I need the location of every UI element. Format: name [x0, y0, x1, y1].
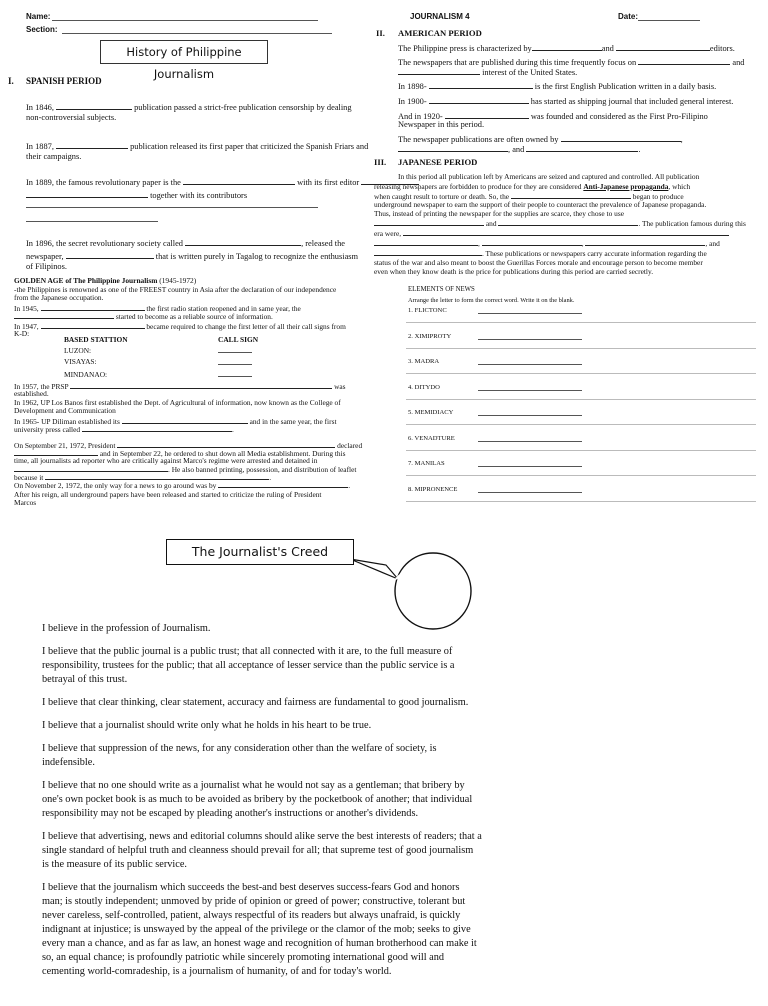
creed-paragraph: I believe that a journalist should write only what he holds in his heart to be true.	[42, 720, 372, 731]
jp-blank-3[interactable]	[498, 218, 638, 226]
q3-blank-3[interactable]	[26, 189, 148, 198]
elements-instruction: Arrange the letter to form the correct word. Write it on the blank.	[408, 297, 575, 304]
element-answer-blank[interactable]	[478, 492, 582, 493]
aq5-lead: And in 1920-	[398, 112, 443, 121]
aq1-lead: The Philippine press is characterized by	[398, 44, 532, 53]
element-row-divider	[406, 373, 756, 374]
jp-line-4: underground newspaper to earn the support of their people to counteract the prevalence of Japanese propaganda.	[374, 200, 707, 209]
element-item-label: 5. MEMIDIACY	[408, 409, 454, 416]
golden-blank-11[interactable]	[218, 480, 348, 488]
spanish-q4-line1	[26, 237, 345, 249]
element-row-divider	[406, 424, 756, 425]
spanish-q3-line2	[26, 189, 247, 201]
american-q5-line2: Newspaper in this period.	[398, 120, 485, 129]
element-row-divider	[406, 399, 756, 400]
subject-label: JOURNALISM 4	[410, 12, 470, 21]
element-answer-blank[interactable]	[478, 339, 582, 340]
golden-blank-1[interactable]	[41, 303, 145, 311]
jp-line-6: and . The publication famous during this	[374, 218, 746, 228]
golden-g5: In 1947, became required to change the first letter of all their call signs from	[14, 322, 346, 331]
aq4-lead: In 1900-	[398, 97, 427, 106]
q3-blank-1[interactable]	[183, 176, 295, 185]
creed-paragraph: I believe that advertising, news and editorial columns should alike serve the best interests of readers; that a single standard of helpful truth and cleanness should prevail for all; that supreme test of good journalism is the measure of its public service.	[42, 831, 482, 870]
aq3-blank[interactable]	[429, 80, 533, 89]
golden-g11: In 1965- UP Diliman established its and in the same year, the first	[14, 417, 337, 426]
aq3-lead: In 1898-	[398, 82, 427, 91]
q4-newspaper: newspaper,	[26, 252, 64, 261]
golden-g4: started to become as a reliable source of information.	[14, 311, 273, 321]
section-label: Section:	[26, 25, 58, 34]
q3-blank-5[interactable]	[26, 221, 158, 222]
golden-blank-2[interactable]	[14, 311, 114, 319]
aq4-text: has started as shipping journal that included general interest.	[530, 97, 734, 106]
aq3-text: is the first English Publication written in a daily basis.	[534, 82, 717, 91]
aq4-blank[interactable]	[429, 95, 529, 104]
q1-lead: In 1846,	[26, 103, 54, 112]
station-visayas: VISAYAS:	[64, 357, 97, 366]
golden-g13: On September 21, 1972, President declared	[14, 441, 363, 450]
creed-paragraph: I believe that the journalism which succeeds the best-and best deserves success-fears God and honors man; is stoutly independent; unmoved by pride of opinion or greed of power; constructive, tolerant but never careless, self-controlled, patient, always respectful of its readers but always unafraid, is quickly indignant at injustice; is unswayed by the appeal of the privilege or the clamor of the mob; seeks to give every man a chance, and as far as law, an honest wage and recognition of human brotherhood can make it so, an equal chance; is profoundly patriotic while sincerely promoting international good will and cementing world-comradeship, is a journalism of humanity, of and for today's world.	[42, 882, 477, 977]
jp-blank-2[interactable]	[374, 218, 484, 226]
creed-title: The Journalist's Creed	[166, 539, 354, 565]
jp-blank-6[interactable]	[482, 238, 582, 246]
aq2-blank-2[interactable]	[398, 66, 480, 75]
section-field[interactable]	[62, 33, 332, 34]
anti-japanese-propaganda: Anti-Japanese propaganda	[583, 182, 669, 191]
callsign-visayas[interactable]	[218, 364, 252, 365]
golden-heading: GOLDEN AGE of The Philippine Journalism	[14, 276, 158, 285]
jp-line-7: era were,	[374, 228, 729, 238]
jp-blank-8[interactable]	[374, 248, 482, 256]
jp-line-2: releasing newspapers are forbidden to produce for they are considered Anti-Japanese propaganda, which	[374, 182, 691, 191]
golden-blank-4[interactable]	[70, 381, 332, 389]
element-item-label: 1. FLICTONC	[408, 307, 447, 314]
jp-line-1: In this period all publication left by Americans are seized and captured and controlled. All publication	[398, 172, 700, 181]
q4-lead: In 1896, the secret revolutionary society called	[26, 239, 183, 248]
jp-line-5: Thus, instead of printing the newspaper for the supplies are scarce, they chose to use	[374, 209, 624, 218]
q4-blank-2[interactable]	[66, 250, 154, 259]
jp-blank-5[interactable]	[374, 238, 478, 246]
creed-body	[42, 622, 482, 988]
element-item-label: 3. MADRA	[408, 358, 440, 365]
q4-text: , released the	[301, 239, 346, 248]
golden-blank-8[interactable]	[14, 448, 98, 456]
spanish-q2-line1	[26, 140, 368, 152]
aq6-lead: The newspaper publications are often owned by	[398, 135, 559, 144]
american-q2-line2	[398, 66, 577, 78]
creed-paragraph: I believe in the profession of Journalism.	[42, 623, 211, 634]
col-based-station: BASED STATTION	[64, 335, 128, 344]
jp-blank-7[interactable]	[585, 238, 705, 246]
golden-g19: After his reign, all underground papers have been released and started to criticize the ruling of President	[14, 490, 322, 499]
jp-blank-4[interactable]	[403, 228, 729, 236]
aq2-blank-1[interactable]	[638, 56, 730, 65]
name-field[interactable]	[52, 20, 318, 21]
aq2-lead: The newspapers that are published during this time frequently focus on	[398, 58, 637, 67]
spanish-q4-line3: of Filipinos.	[26, 262, 67, 271]
golden-years: (1945-1972)	[159, 276, 197, 285]
golden-g9: In 1962, UP Los Banos first established the Dept. of Agricultural of information, now known as the College of	[14, 398, 341, 407]
golden-blank-9[interactable]	[14, 464, 168, 472]
q2-lead: In 1887,	[26, 142, 54, 151]
element-row-divider	[406, 501, 756, 502]
spanish-q3-line1	[26, 176, 419, 188]
q4-blank-1[interactable]	[185, 237, 301, 246]
golden-blank-5[interactable]	[122, 416, 248, 424]
aq6-and: , and	[508, 145, 525, 154]
element-item-label: 6. VENADTURE	[408, 434, 455, 442]
american-q3	[398, 80, 716, 92]
element-answer-blank[interactable]	[478, 466, 582, 467]
col-call-sign: CALL SIGN	[218, 335, 259, 344]
aq6-blank-1[interactable]	[561, 133, 681, 142]
golden-g14: and in September 22, he ordered to shut down all Media establishment. During this	[14, 448, 346, 458]
elements-heading: ELEMENTS OF NEWS	[408, 286, 475, 293]
golden-g3: In 1945, the first radio station reopened and in same year, the	[14, 304, 301, 313]
date-label: Date:	[618, 12, 639, 21]
aq5-text: was founded and considered as the First Pro-Filipino	[530, 112, 708, 121]
jp-line-10: status of the war and also meant to boost the Guerillas Forces morale and encourage person to become member	[374, 258, 703, 267]
creed-paragraph: I believe that suppression of the news, for any consideration other than the welfare of society, is indefensible.	[42, 743, 437, 768]
creed-paragraph: I believe that no one should write as a journalist what he would not say as a gentleman; that bribery by one's own pocket book is as much to be avoided as bribery by the pocketbook of another; that individual responsibility may not be escaped by pleading another's instructions or another's dividends.	[42, 780, 473, 819]
q1-text: publication passed a strict-free publication censorship by dealing	[134, 103, 352, 112]
jp-blank-1[interactable]	[511, 191, 631, 199]
golden-g6: K-D:	[14, 329, 30, 338]
element-row-divider	[406, 322, 756, 323]
golden-blank-10[interactable]	[45, 472, 269, 480]
aq1-and: and	[601, 44, 614, 53]
golden-g17: because it .	[14, 473, 272, 482]
jp-line-8: , , , and	[374, 238, 720, 248]
element-row-divider	[406, 450, 756, 451]
american-q1	[398, 42, 735, 54]
golden-g12: university press called .	[14, 425, 234, 434]
element-item-label: 7. MANILAS	[408, 460, 445, 467]
q2-blank[interactable]	[56, 140, 128, 149]
q3-lead: In 1889, the famous revolutionary paper is the	[26, 178, 181, 187]
q3-text: with its first editor	[297, 178, 360, 187]
golden-g15: time, all journalists ad reporter who are critically against Marco's regime were arrested and detained in	[14, 456, 318, 465]
q4-text-2: that is written purely in Tagalog to recognize the enthusiasm	[155, 252, 359, 261]
golden-g10: Development and Communication	[14, 406, 116, 415]
creed-paragraph: I believe that clear thinking, clear statement, accuracy and fairness are fundamental to good journalism.	[42, 697, 469, 708]
spanish-q2-line2: their campaigns.	[26, 152, 82, 161]
date-field[interactable]	[638, 20, 700, 21]
golden-blank-6[interactable]	[82, 424, 232, 432]
creed-paragraph: I believe that the public journal is a public trust; that all connected with it are, to the full measure of responsibility, trustees for the public; that all acceptance of lesser service than the public service is a betrayal of this trust.	[42, 646, 455, 685]
japanese-heading-num: III.	[374, 157, 387, 167]
american-heading: AMERICAN PERIOD	[398, 28, 482, 38]
element-answer-blank[interactable]	[478, 313, 582, 314]
golden-g20: Marcos	[14, 498, 37, 507]
callsign-luzon[interactable]	[218, 352, 252, 353]
aq5-blank[interactable]	[445, 110, 529, 119]
page-title: History of Philippine Journalism	[100, 40, 268, 64]
aq2-and: and	[732, 58, 745, 67]
element-row-divider	[406, 475, 756, 476]
q2-text: publication released its first paper that criticized the Spanish Friars and	[130, 142, 369, 151]
golden-g8: established.	[14, 389, 49, 398]
element-item-label: 8. MIPRONENCE	[408, 485, 458, 493]
element-answer-blank[interactable]	[478, 390, 582, 391]
jp-line-3: when caught result to torture or death. So, the began to produce	[374, 192, 684, 201]
spanish-q4-line2	[26, 250, 358, 262]
golden-heading-line	[14, 276, 196, 285]
aq6-blank-3[interactable]	[526, 143, 638, 152]
japanese-heading: JAPANESE PERIOD	[398, 157, 478, 167]
station-luzon: LUZON:	[64, 346, 92, 355]
golden-blank-3[interactable]	[41, 321, 145, 329]
q1-blank[interactable]	[56, 101, 132, 110]
element-item-label: 4. DITYDO	[408, 383, 440, 391]
american-q4	[398, 95, 733, 107]
jp-line-9: . These publications or newspapers carry accurate information regarding the	[374, 248, 707, 258]
q3-contrib: together with its contributors	[150, 191, 248, 200]
callsign-mindanao[interactable]	[218, 376, 252, 377]
american-q6-line2: , and .	[398, 143, 640, 155]
aq1-end: editors.	[709, 44, 735, 53]
aq1-blank-1[interactable]	[532, 42, 602, 51]
golden-g18: On November 2, 1972, the only way for a news to go around was by .	[14, 481, 351, 490]
spanish-q1-line2: non-controversial subjects.	[26, 113, 117, 122]
element-answer-blank[interactable]	[478, 364, 582, 365]
name-label: Name:	[26, 12, 51, 21]
jp-line-11: even when they know death is the price for publications during this period are carried secretly.	[374, 267, 654, 276]
station-mindanao: MINDANAO:	[64, 370, 108, 379]
spanish-q1-line1	[26, 101, 352, 113]
golden-g7: In 1957, the PRSP was	[14, 382, 346, 391]
american-q6-line1: The newspaper publications are often owned by ,	[398, 135, 683, 144]
element-item-label: 2. XIMIPROTY	[408, 332, 452, 340]
aq6-blank-2[interactable]	[398, 143, 508, 152]
golden-g16: . He also banned printing, possession, and distribution of leaflet	[14, 464, 356, 474]
golden-blank-7[interactable]	[117, 440, 335, 448]
golden-g2: from the Japanese occupation.	[14, 293, 104, 302]
element-answer-blank[interactable]	[478, 441, 582, 442]
element-row-divider	[406, 348, 756, 349]
element-answer-blank[interactable]	[478, 415, 582, 416]
spanish-heading: SPANISH PERIOD	[26, 76, 102, 86]
spanish-heading-num: I.	[8, 76, 14, 86]
aq2-end: interest of the United States.	[482, 68, 578, 77]
golden-g1: -the Philippines is renowned as one of the FREEST country in Asia after the declaration of our independence	[14, 285, 337, 294]
aq1-blank-2[interactable]	[616, 42, 710, 51]
american-heading-num: II.	[376, 28, 385, 38]
q3-blank-4[interactable]	[26, 207, 318, 208]
